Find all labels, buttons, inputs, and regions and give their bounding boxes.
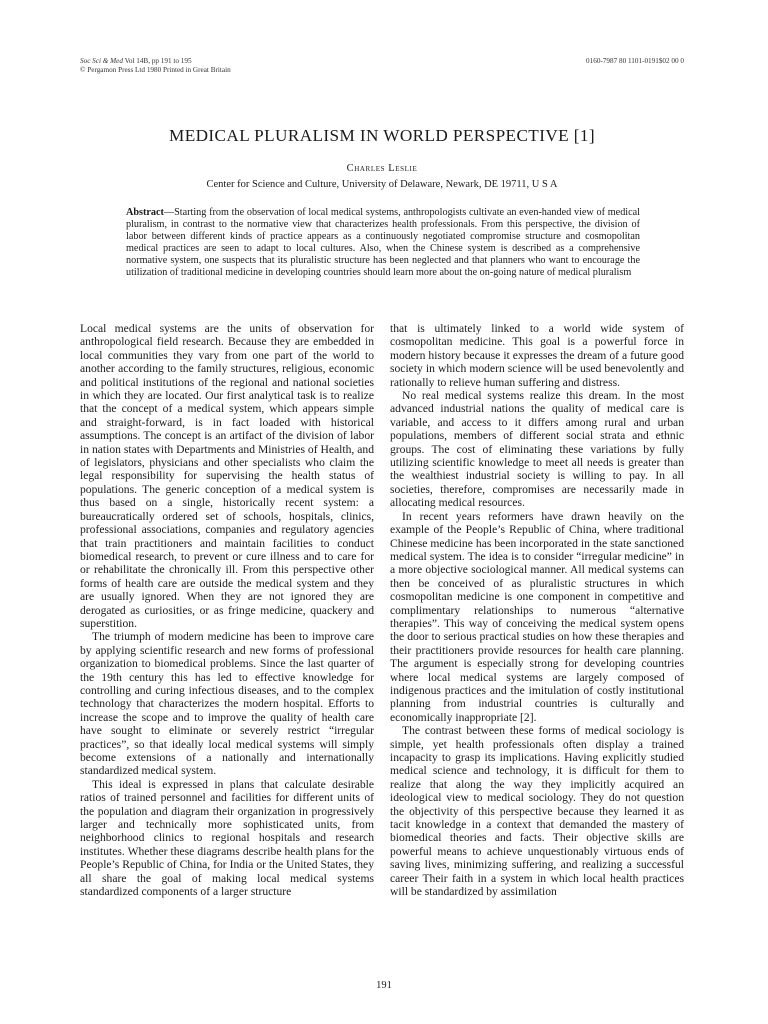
abstract-text: —Starting from the observation of local medical systems, anthropologists cultivate an even-handed view of medical pluralism, in contrast to the normative view that characterizes health professionals. From this perspective, the division of labor between different kinds of practice appears as a continuously negotiated compromise structure and cosmopolitan medical practices are seen to adapt to local cultures. Also, when the Chinese system is described as a comprehensive normative system, one suspects that its pluralistic structure has been neglected and that planners who want to encourage the utilization of traditional medicine in developing countries should learn more about the on-going nature of medical pluralism bbox=[126, 207, 640, 279]
paragraph: This ideal is expressed in plans that calculate desirable ratios of trained personnel and facilities for different units of the population and diagram their organization in progressively larger and technically more sophisticated units, from neighborhood clinics to regional hospitals and research institutes. Whether these diagrams describe health plans for the People’s Republic of China, for India or the United States, they all share the goal of making local medical systems standardized components of a larger structure bbox=[80, 777, 374, 899]
journal-citation bbox=[80, 57, 231, 66]
paragraph: that is ultimately linked to a world wide system of cosmopolitan medicine. This goal is a powerful force in modern history because it expresses the dream of a future good society in which modern science will be used benevolently and rationally to relieve human suffering and distress. bbox=[390, 322, 684, 389]
journal-name: Soc Sci & Med bbox=[80, 57, 123, 65]
header-citation bbox=[80, 57, 231, 75]
paragraph: The triumph of modern medicine has been to improve care by applying scientific research and new forms of professional organization to biomedical problems. Since the last quarter of the 19th century this has led to effective knowledge for controlling and curing infectious diseases, and to the complex technology that characterizes the modern hospital. Efforts to increase the scope and to improve the quality of health care have sought to eliminate or severely restrict “irregular practices”, so that ideally local medical systems will simply become extensions of a nationally and internationally standardized medical system. bbox=[80, 630, 374, 778]
paragraph: Local medical systems are the units of observation for anthropological field research. Because they are embedded in local communities they vary from one part of the world to another according to the family structures, religious, economic and political institutions of the regional and national societies in which they are located. Our first analytical task is to realize that the concept of a medical system, which appears simple and straight-forward, is in fact loaded with historical assumptions. The concept is an artifact of the division of labor in nation states with Departments and Ministries of Health, and of legislators, physicians and other specialists who claim the legal responsibility for supervising the health status of populations. The generic conception of a medical system is thus based on a single, historically recent system: a bureaucratically ordered set of schools, hospitals, clinics, professional associations, companies and regulatory agencies that train practitioners and maintain facilities to conduct biomedical research, to prevent or cure illness and to care for or rehabilitate the chronically ill. From this perspective other forms of health care are outside the medical system and they are usually ignored. When they are not ignored they are derogated as curiosities, or as fringe medicine, quackery and superstition. bbox=[80, 322, 374, 630]
copyright-line: © Pergamon Press Ltd 1980 Printed in Great Britain bbox=[80, 66, 231, 74]
paragraph: The contrast between these forms of medical sociology is simple, yet health professionals often display a trained incapacity to grasp its implications. Having explicitly studied medical science and technology, it is difficult for them to realize that along the way they implicitly acquired an ideological view to medical sociology. They do not question the objectivity of this perspective because they learned it as tacit knowledge in a context that demanded the mastery of biomedical theories and facts. Their objective skills are powerful means to achieve unquestionably virtuous ends of saving lives, minimizing suffering, and realizing a successful career Their faith in a system in which local health practices will be standardized by assimilation bbox=[390, 724, 684, 899]
article-code: 0160-7987 80 1101-0191$02 00 0 bbox=[586, 57, 684, 65]
journal-volume: Vol 14B, pp 191 to 195 bbox=[122, 57, 192, 65]
body-column-right bbox=[390, 322, 684, 898]
paragraph: No real medical systems realize this dream. In the most advanced industrial nations the quality of medical care is variable, and access to it differs among rural and urban populations, members of different social strata and ethnic groups. The cost of eliminating these variations by fully utilizing scientific knowledge to meet all needs is greater than the wealthiest industrial society is willing to pay. In all societies, therefore, compromises are necessarily made in allocating medical resources. bbox=[390, 389, 684, 510]
page-number: 191 bbox=[376, 980, 392, 991]
author-affiliation: Center for Science and Culture, University of Delaware, Newark, DE 19711, U S A bbox=[206, 179, 558, 190]
abstract-label: Abstract bbox=[126, 207, 164, 218]
paragraph: In recent years reformers have drawn heavily on the example of the People’s Republic of China, where traditional Chinese medicine has been incorporated in the state sanctioned medical system. The idea is to consider “irregular medicine” in a more objective sociological manner. All medical systems can then be conceived of as pluralistic structures in which cosmopolitan medicine is one component in competitive and complimentary relationships to numerous “alternative therapies”. This way of conceiving the medical system opens the door to serious practical studies on how these therapies and their practitioners provide resources for health care planning. The argument is especially strong for developing countries where local medical systems are largely composed of indigenous practices and the imitulation of costly institutional planning from industrial countries is culturally and economically inappropriate [2]. bbox=[390, 509, 684, 724]
abstract bbox=[126, 207, 640, 280]
paper-title: MEDICAL PLURALISM IN WORLD PERSPECTIVE [1] bbox=[169, 126, 595, 145]
body-column-left bbox=[80, 322, 374, 898]
author-name: Charles Leslie bbox=[346, 163, 418, 174]
